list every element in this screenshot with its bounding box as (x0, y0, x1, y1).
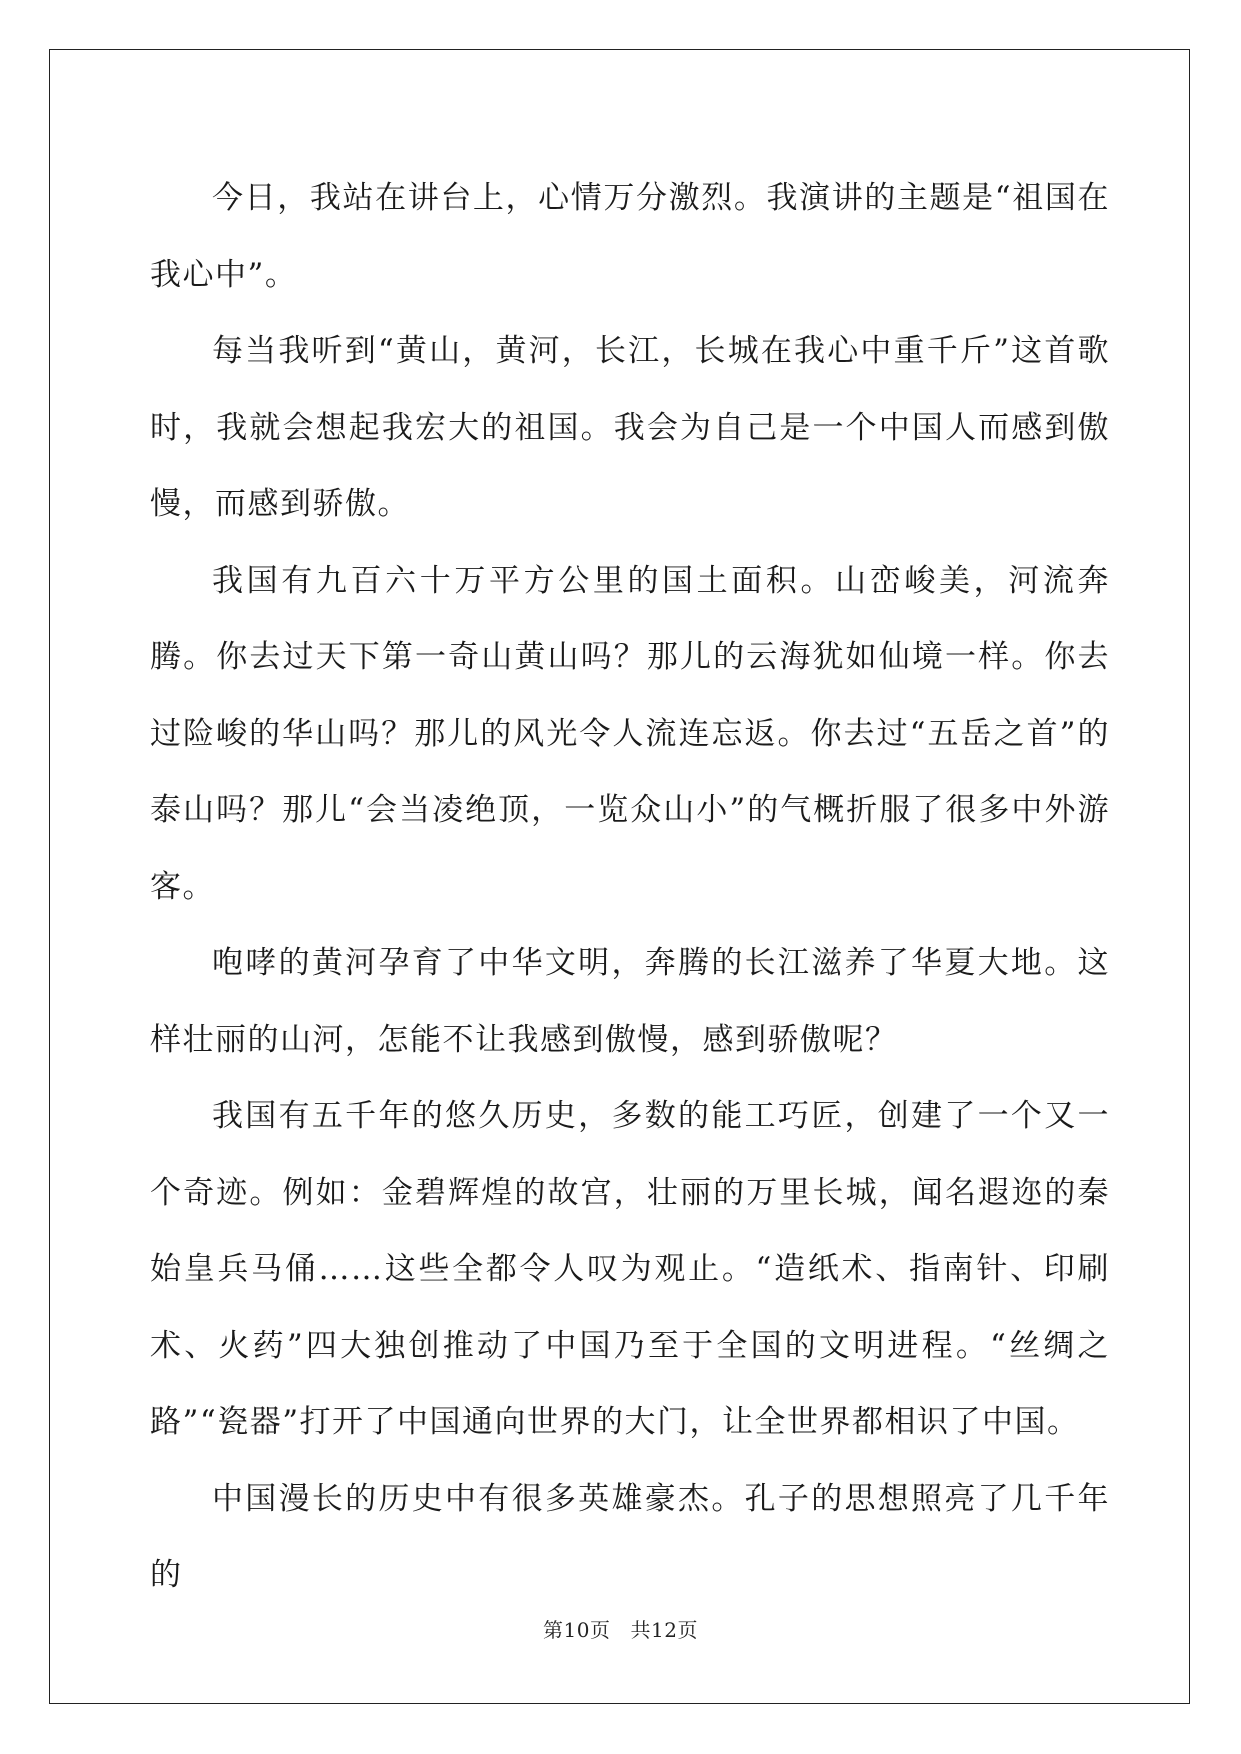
paragraph-1: 今日，我站在讲台上，心情万分激烈。我演讲的主题是“祖国在我心中”。 (150, 180, 1110, 293)
paragraph-6: 中国漫长的历史中有很多英雄豪杰。孔子的思想照亮了几千年的 (150, 1480, 1110, 1593)
page-footer (0, 1614, 1241, 1643)
paragraph-3: 我国有九百六十万平方公里的国土面积。山峦峻美，河流奔腾。你去过天下第一奇山黄山吗？那儿的云海犹如仙境一样。你去过险峻的华山吗？那儿的风光令人流连忘返。你去过“五岳之首”的泰山吗？那儿“会当凌绝顶，一览众山小”的气概折服了很多中外游客。 (150, 562, 1110, 905)
page-total: 共12页 (630, 1618, 698, 1642)
document-body (150, 160, 1110, 1614)
paragraph-4: 咆哮的黄河孕育了中华文明，奔腾的长江滋养了华夏大地。这样壮丽的山河，怎能不让我感到傲慢，感到骄傲呢？ (150, 945, 1110, 1058)
paragraph-2: 每当我听到“黄山，黄河，长江，长城在我心中重千斤”这首歌时，我就会想起我宏大的祖国。我会为自己是一个中国人而感到傲慢，而感到骄傲。 (150, 333, 1110, 522)
paragraph-5: 我国有五千年的悠久历史，多数的能工巧匠，创建了一个又一个奇迹。例如：金碧辉煌的故宫，壮丽的万里长城，闻名遐迩的秦始皇兵马俑……这些全都令人叹为观止。“造纸术、指南针、印刷术、火药”四大独创推动了中国乃至于全国的文明进程。“丝绸之路”“瓷器”打开了中国通向世界的大门，让全世界都相识了中国。 (150, 1098, 1110, 1440)
page-number: 第10页 (543, 1618, 611, 1642)
